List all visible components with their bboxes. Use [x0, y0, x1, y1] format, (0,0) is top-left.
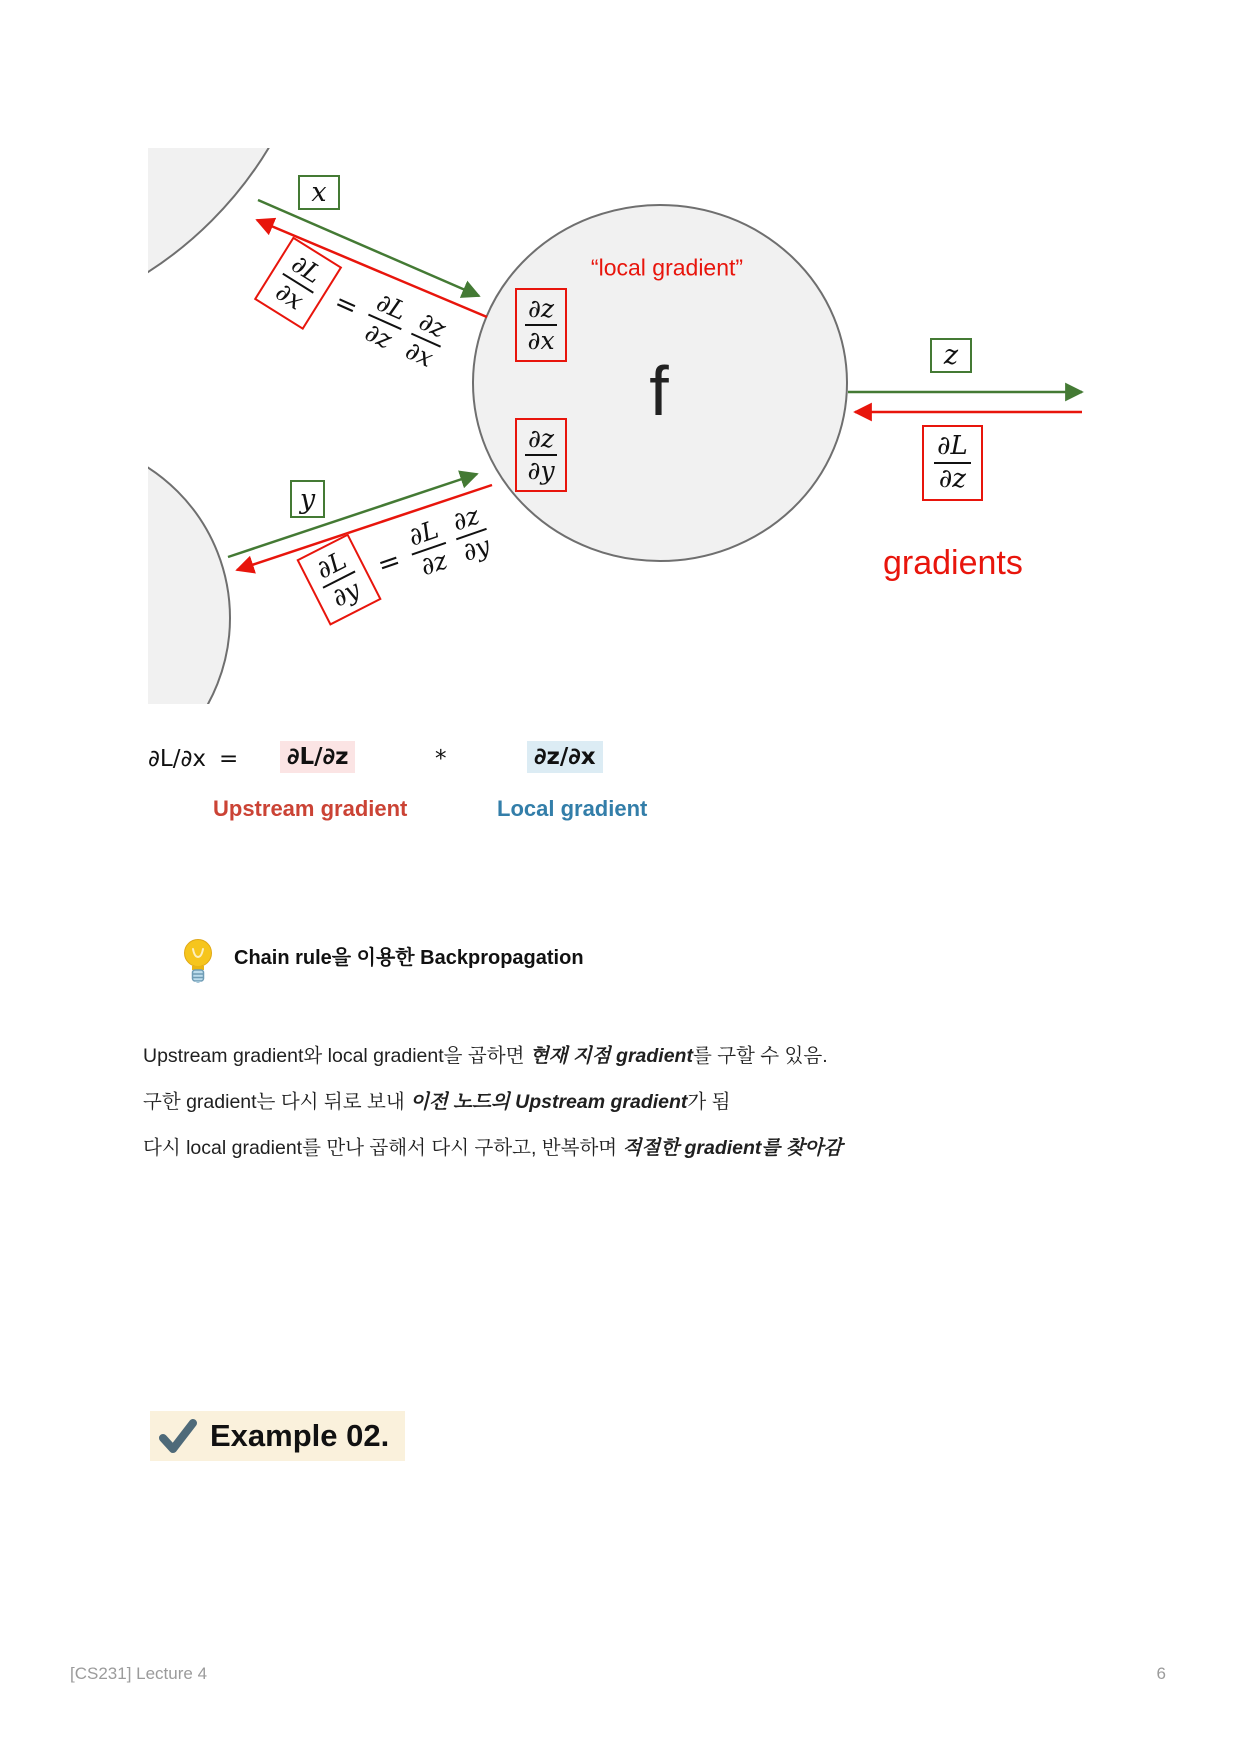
gradients-caption: gradients: [883, 544, 1023, 582]
equals-sign: =: [373, 544, 405, 581]
note-1-tail: 를 구할 수 있음.: [692, 1045, 828, 1067]
example-title: Example 02.: [210, 1418, 390, 1453]
note-2-tail: 가 됨: [687, 1091, 731, 1113]
f-node-label: f: [649, 352, 669, 430]
upstream-gradient-label: Upstream gradient: [213, 796, 408, 821]
equation-local-term: ∂z/∂x: [527, 741, 603, 773]
callout-title: Chain rule을 이용한 Backpropagation: [234, 947, 584, 969]
example-heading: [150, 1411, 405, 1461]
fraction-dz-dy: $\frac{\partial z}{\partial y}$: [525, 425, 557, 485]
fraction-dL-dx: ∂L ∂x: [267, 248, 329, 318]
upstream-gradient-dLdz-box: [922, 425, 983, 501]
note-1-text: Upstream gradient와 local gradient을 곱하면: [143, 1045, 530, 1067]
y-variable-label: y: [299, 483, 316, 515]
local-gradient-dzdy-box: [515, 418, 567, 492]
note-line-1: [143, 1040, 828, 1068]
x-variable-box: [298, 175, 340, 210]
z-variable-box: [930, 338, 972, 373]
local-gradient-dzdx-box: [515, 288, 567, 362]
y-variable-box: [290, 480, 325, 518]
fraction-dz-dx: ∂z ∂x: [399, 306, 453, 374]
x-variable-label: x: [311, 177, 327, 208]
fraction-dL-dy: ∂L ∂y: [309, 545, 368, 615]
footer-course-label: [CS231] Lecture 4: [70, 1664, 208, 1683]
note-3-emphasis: 적절한 gradient를 찾아감: [622, 1137, 843, 1159]
fraction-dz-dx: $\frac{\partial z}{\partial x}$: [525, 295, 557, 355]
local-gradient-caption: “local gradient”: [590, 254, 744, 281]
note-2-text: 구한 gradient는 다시 뒤로 보내: [143, 1091, 411, 1113]
equation-lhs: ∂L/∂x: [148, 746, 206, 772]
backprop-diagram: [148, 148, 1100, 704]
note-line-2: [143, 1086, 731, 1114]
upstream-node-bottom: [148, 439, 230, 704]
check-mark-icon: [158, 1416, 198, 1456]
fraction-dL-dz: $\frac{\partial L}{\partial z}$: [934, 432, 971, 494]
equals-sign: =: [329, 285, 363, 324]
local-gradient-label: Local gradient: [497, 796, 648, 821]
z-variable-label: z: [943, 340, 959, 371]
note-2-emphasis: 이전 노드의 Upstream gradient: [410, 1091, 688, 1113]
equation-upstream-term: ∂L/∂z: [280, 741, 355, 773]
equation-equals: =: [219, 746, 239, 772]
note-1-emphasis: 현재 지점 gradient: [529, 1045, 693, 1067]
footer-page-number: 6: [1156, 1664, 1166, 1683]
note-line-3: [143, 1132, 842, 1160]
lightbulb-icon: [182, 938, 214, 990]
fraction-dL-dz: ∂L ∂z: [402, 515, 455, 583]
note-3-text: 다시 local gradient를 만나 곱해서 다시 구하고, 반복하며: [143, 1137, 623, 1159]
equation-multiply: *: [435, 746, 447, 772]
fraction-dz-dy: ∂z ∂y: [446, 501, 496, 568]
fraction-dL-dz: ∂L ∂z: [356, 287, 413, 356]
